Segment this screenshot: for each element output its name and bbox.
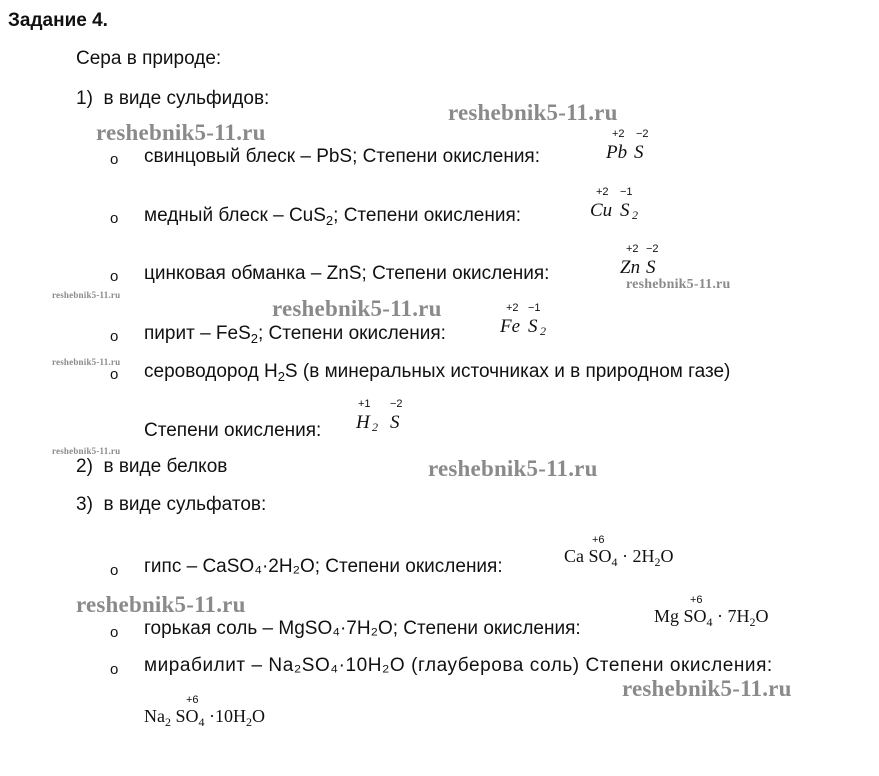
watermark: reshebnik5-11.ru [622, 676, 792, 701]
h2s-item: сероводород $H_2S$ (в минеральных источниках и в природном газе) [144, 361, 731, 384]
sulfate-item-3: мирабилит – Na₂SO₄·10H₂O (глауберова соль) Степени окисления: [144, 655, 773, 676]
section-label: в виде сульфатов: [103, 494, 267, 515]
intro-text: Сера в природе: [76, 48, 222, 69]
sulfide-item-2: медный блеск – CuS$_2$; Степени окисления: [144, 205, 522, 228]
bullet-icon: o [110, 210, 119, 227]
watermark: reshebnik5-11.ru [96, 120, 266, 145]
bullet-icon: o [110, 661, 119, 678]
task-title: Задание 4. [8, 10, 108, 31]
section-1 [76, 88, 269, 110]
sulfate-item-1: гипс – CaSO₄·2H₂O; Степени окисления: [144, 556, 503, 577]
bullet-icon: o [110, 562, 119, 579]
sulfide-item-3: цинковая обманка – ZnS; Степени окисления: [144, 263, 550, 284]
section-number: 1) [76, 88, 93, 109]
section-2 [76, 456, 227, 478]
section-number: 2) [76, 456, 93, 477]
section-number: 3) [76, 494, 93, 515]
sulfide-item-1: свинцовый блеск – PbS; Степени окисления: [144, 146, 541, 167]
watermark: reshebnik5-11.ru [52, 446, 121, 456]
sulfate-item-2: горькая соль – MgSO₄·7H₂O; Степени окисления: [144, 618, 581, 639]
watermark: reshebnik5-11.ru [448, 100, 618, 125]
watermark: reshebnik5-11.ru [428, 456, 598, 481]
bullet-icon: o [110, 328, 119, 345]
watermark: reshebnik5-11.ru [76, 592, 246, 617]
sulfide-item-4: пирит – FeS$_2$; Степени окисления: [144, 323, 446, 346]
h2s-oxidation-label: Степени окисления: [144, 420, 322, 441]
bullet-icon: o [110, 624, 119, 641]
bullet-icon: o [110, 268, 119, 285]
watermark: reshebnik5-11.ru [626, 277, 731, 292]
watermark: reshebnik5-11.ru [272, 296, 442, 321]
section-label: в виде белков [103, 456, 228, 477]
bullet-icon: o [110, 151, 119, 168]
watermark: reshebnik5-11.ru [52, 290, 121, 300]
watermark: reshebnik5-11.ru [52, 357, 121, 367]
section-3 [76, 494, 266, 516]
section-label: в виде сульфидов: [103, 88, 270, 109]
bullet-icon: o [110, 366, 119, 383]
